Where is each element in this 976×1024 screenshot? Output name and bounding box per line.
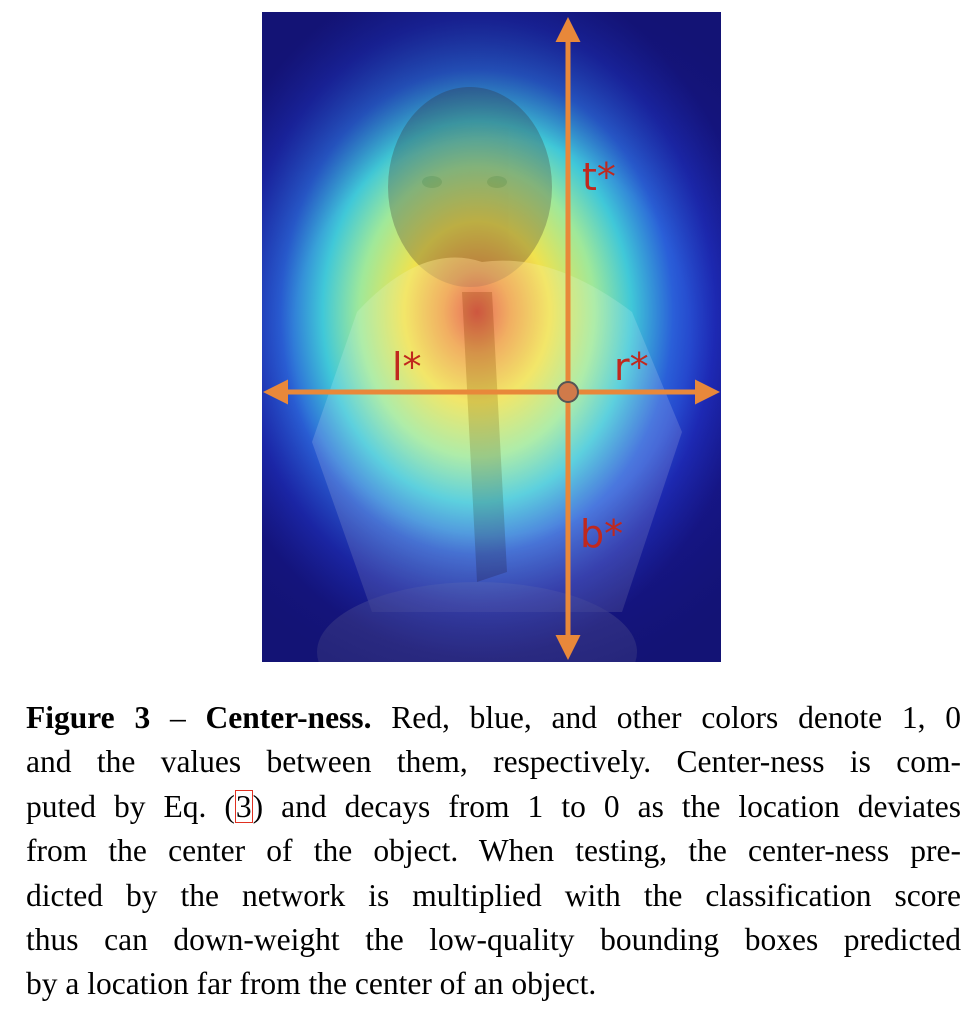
label-bottom: b*: [580, 512, 624, 556]
caption-line-4: from the center of the object. When testing, the center-ness pre-: [26, 833, 961, 869]
heatmap-vignette: [262, 12, 721, 662]
caption-text: Red, blue, and other colors denote 1, 0: [371, 700, 962, 735]
label-left: l*: [392, 345, 422, 389]
caption-line-2: and the values between them, respectively. Center-ness is com-: [26, 744, 961, 780]
caption-line-1: [26, 696, 961, 740]
caption-dash: –: [150, 700, 206, 735]
caption-figure-label: Figure 3: [26, 700, 151, 735]
caption-line-5: dicted by the network is multiplied with the classification score: [26, 877, 961, 913]
centerness-heatmap: [262, 12, 721, 662]
label-right: r*: [614, 345, 649, 389]
caption-line-3: [26, 785, 961, 829]
caption-line-6: thus can down-weight the low-quality bounding boxes predicted: [26, 922, 961, 958]
caption-title: Center-ness.: [205, 700, 372, 735]
equation-reference-link[interactable]: 3: [235, 788, 252, 824]
caption-text: ) and decays from 1 to 0 as the location deviates: [252, 788, 961, 824]
caption-line-7: by a location far from the center of an object.: [26, 966, 597, 1002]
figure-caption: [26, 696, 961, 1007]
caption-text: puted by Eq. (: [26, 788, 235, 824]
centerness-figure: [262, 12, 721, 662]
label-top: t*: [582, 155, 616, 199]
center-point: [558, 382, 578, 402]
